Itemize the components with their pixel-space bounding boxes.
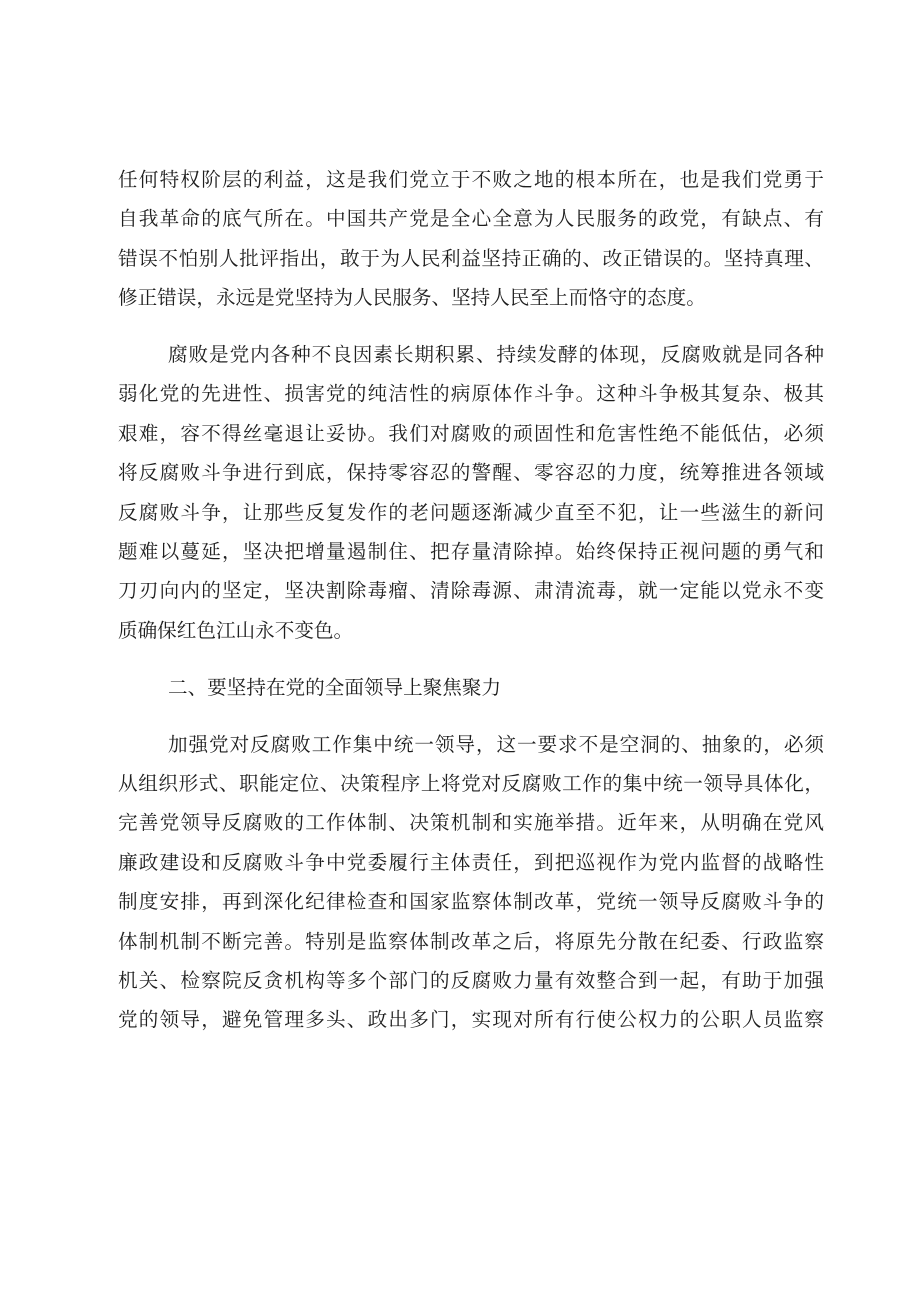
paragraph-line: 质确保红色江山永不变色。 bbox=[118, 618, 354, 642]
section-heading: 二、要坚持在党的全面领导上聚焦聚力 bbox=[168, 675, 502, 699]
paragraph-line: 党的领导，避免管理多头、政出多门，实现对所有行使公权力的公职人员监察 bbox=[118, 1008, 824, 1032]
paragraph-line: 体制机制不断完善。特别是监察体制改革之后，将原先分散在纪委、行政监察 bbox=[118, 929, 824, 953]
paragraph-line: 题难以蔓延，坚决把增量遏制住、把存量清除掉。始终保持正视问题的勇气和 bbox=[118, 540, 824, 564]
paragraph-1 bbox=[118, 160, 824, 318]
paragraph-line: 腐败是党内各种不良因素长期积累、持续发酵的体现，反腐败就是同各种 bbox=[168, 343, 824, 367]
paragraph-line: 机关、检察院反贪机构等多个部门的反腐败力量有效整合到一起，有助于加强 bbox=[118, 968, 824, 992]
paragraph-line: 自我革命的底气所在。中国共产党是全心全意为人民服务的政党，有缺点、有 bbox=[118, 207, 824, 231]
paragraph-line: 错误不怕别人批评指出，敢于为人民利益坚持正确的、改正错误的。坚持真理、 bbox=[118, 246, 824, 270]
paragraph-line: 将反腐败斗争进行到底，保持零容忍的警醒、零容忍的力度，统筹推进各领域 bbox=[118, 461, 824, 485]
paragraph-line: 从组织形式、职能定位、决策程序上将党对反腐败工作的集中统一领导具体化， bbox=[118, 771, 824, 795]
paragraph-line: 修正错误，永远是党坚持为人民服务、坚持人民至上而恪守的态度。 bbox=[118, 286, 706, 310]
paragraph-spacer bbox=[118, 650, 824, 668]
paragraph-line: 任何特权阶层的利益，这是我们党立于不败之地的根本所在，也是我们党勇于 bbox=[118, 168, 824, 191]
paragraph-2 bbox=[118, 335, 824, 650]
paragraph-line: 加强党对反腐败工作集中统一领导，这一要求不是空洞的、抽象的，必须 bbox=[168, 732, 824, 756]
paragraph-line: 艰难，容不得丝毫退让妥协。我们对腐败的顽固性和危害性绝不能低估，必须 bbox=[118, 421, 824, 445]
paragraph-3 bbox=[118, 725, 824, 1040]
paragraph-line: 反腐败斗争，让那些反复发作的老问题逐渐减少直至不犯，让一些滋生的新问 bbox=[118, 500, 824, 524]
paragraph-line: 完善党领导反腐败的工作体制、决策机制和实施举措。近年来，从明确在党风 bbox=[118, 811, 824, 835]
paragraph-spacer bbox=[118, 318, 824, 336]
paragraph-line: 刀刃向内的坚定，坚决割除毒瘤、清除毒源、肃清流毒，就一定能以党永不变 bbox=[118, 579, 824, 603]
document-body bbox=[118, 160, 824, 1040]
paragraph-spacer bbox=[118, 707, 824, 725]
paragraph-line: 弱化党的先进性、损害党的纯洁性的病原体作斗争。这种斗争极其复杂、极其 bbox=[118, 382, 824, 406]
paragraph-line: 廉政建设和反腐败斗争中党委履行主体责任，到把巡视作为党内监督的战略性 bbox=[118, 850, 824, 874]
paragraph-line: 制度安排，再到深化纪律检查和国家监察体制改革，党统一领导反腐败斗争的 bbox=[118, 890, 824, 914]
